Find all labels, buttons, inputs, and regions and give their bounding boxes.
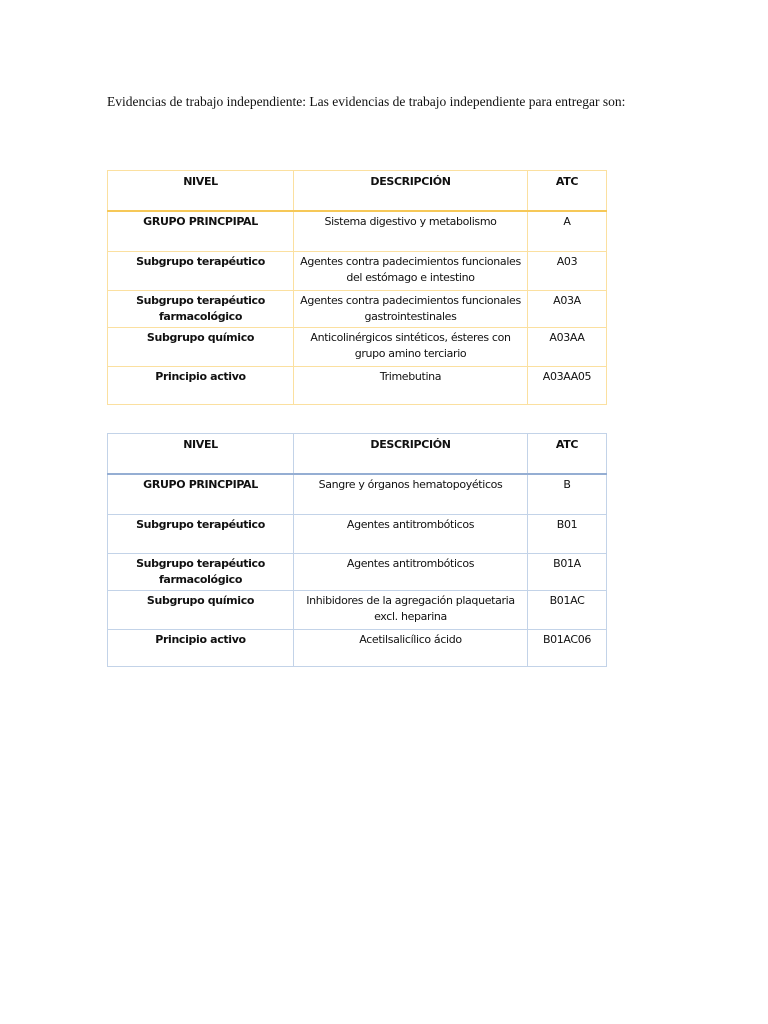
cell-descripcion: Acetilsalicílico ácido	[294, 630, 528, 667]
atc-table-digestive	[107, 170, 607, 405]
cell-nivel: Subgrupo químico	[108, 591, 294, 630]
cell-atc: A03AA05	[528, 367, 607, 405]
cell-nivel: GRUPO PRINCPIPAL	[108, 474, 294, 515]
cell-descripcion: Inhibidores de la agregación plaquetaria excl. heparina	[294, 591, 528, 630]
cell-atc: B	[528, 474, 607, 515]
cell-nivel: Subgrupo terapéutico farmacológico	[108, 554, 294, 591]
cell-atc: B01	[528, 515, 607, 554]
intro-paragraph: Evidencias de trabajo independiente: Las evidencias de trabajo independiente para entregar son:	[107, 94, 626, 109]
cell-nivel: Principio activo	[108, 367, 294, 405]
cell-descripcion: Agentes contra padecimientos funcionales gastrointestinales	[294, 291, 528, 328]
table-row	[108, 474, 607, 515]
cell-atc: A03A	[528, 291, 607, 328]
cell-descripcion: Agentes contra padecimientos funcionales del estómago e intestino	[294, 252, 528, 291]
cell-descripcion: Anticolinérgicos sintéticos, ésteres con grupo amino terciario	[294, 328, 528, 367]
table-row	[108, 211, 607, 252]
header-descripcion: DESCRIPCIÓN	[294, 434, 528, 474]
cell-atc: A03AA	[528, 328, 607, 367]
header-atc: ATC	[528, 434, 607, 474]
cell-descripcion: Sistema digestivo y metabolismo	[294, 211, 528, 252]
table-row	[108, 554, 607, 591]
cell-nivel: Principio activo	[108, 630, 294, 667]
cell-descripcion: Trimebutina	[294, 367, 528, 405]
cell-atc: A	[528, 211, 607, 252]
table-row	[108, 252, 607, 291]
table-row	[108, 291, 607, 328]
cell-atc: A03	[528, 252, 607, 291]
table-row	[108, 630, 607, 667]
cell-nivel: Subgrupo terapéutico	[108, 252, 294, 291]
header-nivel: NIVEL	[108, 171, 294, 211]
atc-table-blood	[107, 433, 607, 667]
cell-nivel: Subgrupo terapéutico farmacológico	[108, 291, 294, 328]
header-nivel: NIVEL	[108, 434, 294, 474]
table-row	[108, 515, 607, 554]
table-header-row	[108, 434, 607, 474]
cell-atc: B01AC06	[528, 630, 607, 667]
table-header-row	[108, 171, 607, 211]
table-row	[108, 367, 607, 405]
table-row	[108, 328, 607, 367]
cell-atc: B01A	[528, 554, 607, 591]
cell-descripcion: Agentes antitrombóticos	[294, 515, 528, 554]
header-descripcion: DESCRIPCIÓN	[294, 171, 528, 211]
table-row	[108, 591, 607, 630]
cell-nivel: Subgrupo terapéutico	[108, 515, 294, 554]
cell-atc: B01AC	[528, 591, 607, 630]
header-atc: ATC	[528, 171, 607, 211]
cell-descripcion: Sangre y órganos hematopoyéticos	[294, 474, 528, 515]
cell-descripcion: Agentes antitrombóticos	[294, 554, 528, 591]
cell-nivel: GRUPO PRINCPIPAL	[108, 211, 294, 252]
cell-nivel: Subgrupo químico	[108, 328, 294, 367]
